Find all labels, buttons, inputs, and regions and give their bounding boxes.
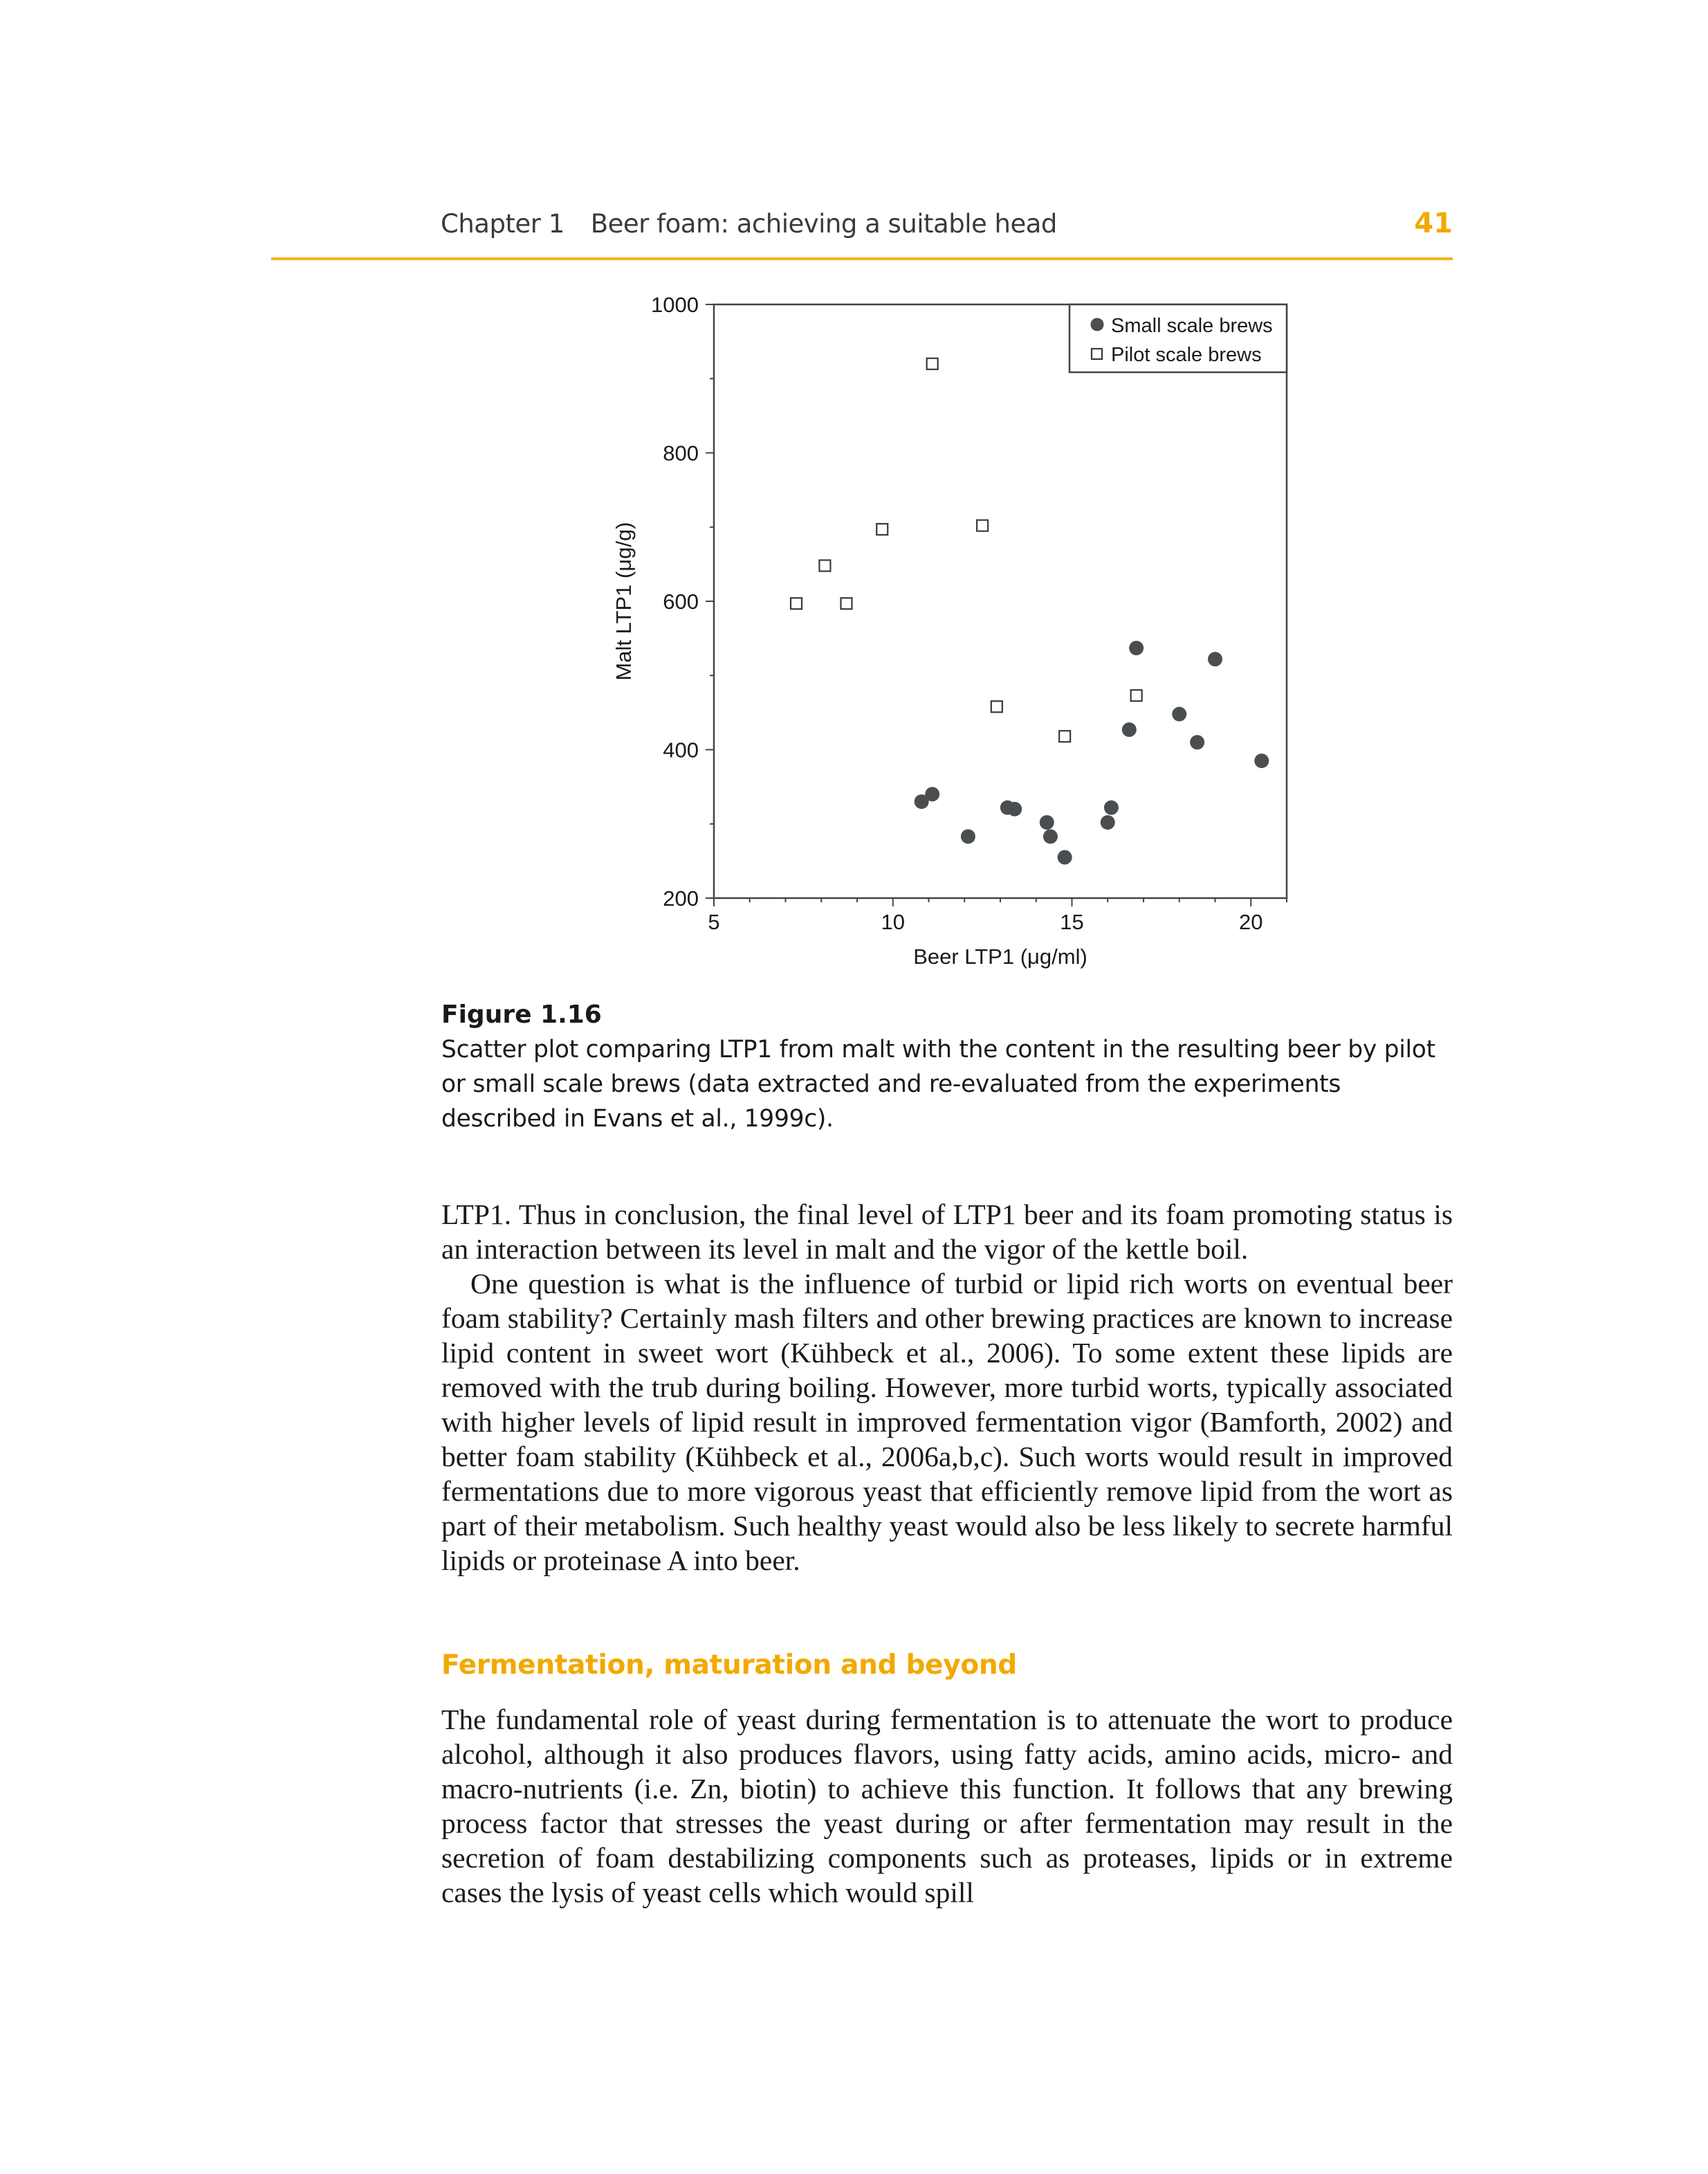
body-text bbox=[441, 1197, 1453, 1578]
small-scale-brew-point bbox=[1172, 707, 1186, 722]
small-scale-brew-point bbox=[1058, 850, 1072, 865]
y-tick-label: 800 bbox=[663, 441, 699, 466]
x-tick-label: 20 bbox=[1239, 910, 1263, 934]
legend-marker-small-scale bbox=[1091, 318, 1104, 331]
pilot-scale-brew-point bbox=[927, 358, 938, 369]
paragraph: LTP1. Thus in conclusion, the final level of LTP1 beer and its foam promoting status is an interaction between its level in malt and the vigor of the kettle boil. bbox=[441, 1198, 1453, 1265]
section-heading: Fermentation, maturation and beyond bbox=[441, 1650, 1017, 1681]
pilot-scale-brew-point bbox=[791, 598, 802, 609]
pilot-scale-brew-point bbox=[841, 598, 852, 609]
small-scale-brew-point bbox=[1043, 829, 1058, 843]
x-tick-label: 15 bbox=[1060, 910, 1084, 934]
y-tick-label: 200 bbox=[663, 886, 699, 911]
legend-label-pilot-scale: Pilot scale brews bbox=[1111, 344, 1262, 366]
small-scale-brew-point bbox=[1190, 735, 1204, 749]
pilot-scale-brew-point bbox=[876, 524, 888, 535]
small-scale-brew-point bbox=[1208, 652, 1222, 666]
small-scale-brew-point bbox=[1122, 722, 1137, 737]
y-tick-label: 400 bbox=[663, 738, 699, 762]
page-number: 41 bbox=[1414, 208, 1453, 239]
pilot-scale-brew-point bbox=[1059, 731, 1070, 742]
small-scale-brew-point bbox=[1040, 815, 1054, 830]
chapter-title: Beer foam: achieving a suitable head bbox=[590, 209, 1057, 239]
small-scale-brew-point bbox=[1129, 641, 1144, 655]
data-points bbox=[791, 358, 1269, 865]
x-tick-label: 10 bbox=[881, 910, 905, 934]
paragraph: One question is what is the influence of turbid or lipid rich worts on eventual beer foam stability? Certainly mash filters and other brewing practices are known to increase lipid content in sweet wort (Kühbeck et al., 2006). To some extent these lipids are removed with the trub during boiling. However, more turbid worts, typically associated with higher levels of lipid result in improved fermentation vigor (Bamforth, 2002) and better foam stability (Kühbeck et al., 2006a,b,c). Such worts would result in improved fermentations due to more vigorous yeast that efficiently remove lipid from the wort as part of their metabolism. Such healthy yeast would also be less likely to secrete harmful lipids or proteinase A into beer. bbox=[441, 1268, 1453, 1576]
small-scale-brew-point bbox=[1104, 801, 1119, 815]
legend-label-small-scale: Small scale brews bbox=[1111, 315, 1273, 337]
small-scale-brew-point bbox=[925, 787, 939, 801]
small-scale-brew-point bbox=[1007, 802, 1022, 816]
figure-caption bbox=[441, 998, 1453, 1136]
pilot-scale-brew-point bbox=[977, 520, 988, 531]
x-tick-label: 5 bbox=[708, 910, 720, 934]
figure-label: Figure 1.16 bbox=[441, 1001, 602, 1029]
figure-caption-text: Scatter plot comparing LTP1 from malt with the content in the resulting beer by pilot or small scale brews (data extracted and re-evaluated from the experiments described in Evans et al., 1999c). bbox=[441, 1036, 1435, 1133]
legend bbox=[1069, 304, 1287, 372]
chapter-label: Chapter 1 bbox=[441, 209, 564, 239]
paragraph: The fundamental role of yeast during fermentation is to attenuate the wort to produce alcohol, although it also produces flavors, using fatty acids, amino acids, micro- and macro-nutrients (i.e. Zn, biotin) to achieve this function. It follows that any brewing process factor that stresses the yeast during or after fermentation may result in the secretion of foam destabilizing components such as proteases, lipids or in extreme cases the lysis of yeast cells which would spill bbox=[441, 1703, 1453, 1908]
y-tick-label: 600 bbox=[663, 590, 699, 614]
pilot-scale-brew-point bbox=[991, 701, 1002, 712]
small-scale-brew-point bbox=[1101, 815, 1115, 830]
scatter-chart bbox=[0, 0, 1708, 996]
legend-marker-pilot-scale bbox=[1092, 349, 1102, 359]
x-axis-label: Beer LTP1 (μg/ml) bbox=[913, 944, 1087, 969]
pilot-scale-brew-point bbox=[819, 560, 830, 572]
y-axis-label: Malt LTP1 (μg/g) bbox=[612, 522, 636, 681]
small-scale-brew-point bbox=[1254, 753, 1269, 768]
pilot-scale-brew-point bbox=[1131, 690, 1142, 701]
section-body bbox=[441, 1702, 1453, 1910]
small-scale-brew-point bbox=[961, 829, 975, 843]
y-tick-label: 1000 bbox=[651, 293, 699, 317]
